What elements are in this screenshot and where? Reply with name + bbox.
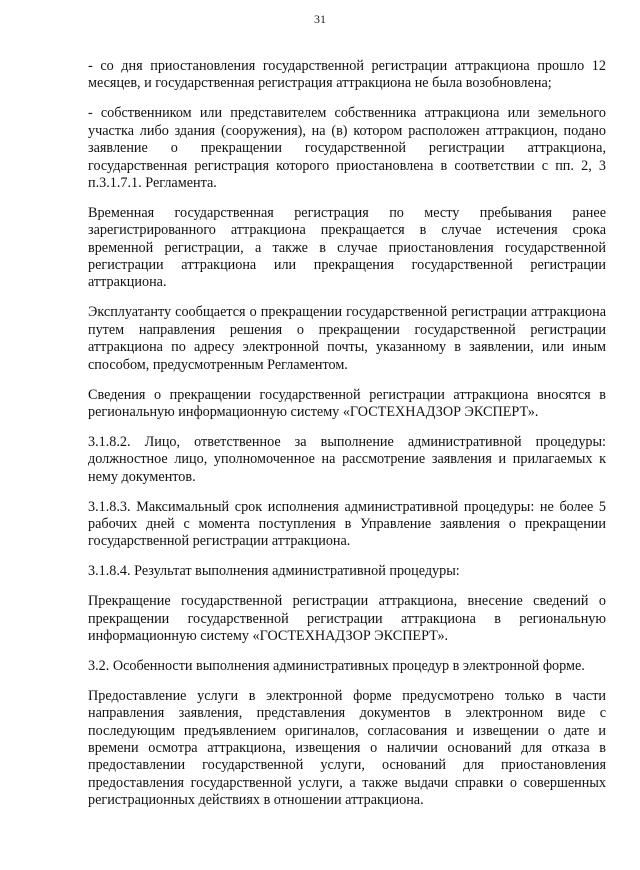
paragraph-6: 3.1.8.2. Лицо, ответственное за выполнение административной процедуры: должностное лицо, уполномоченное на рассмотрение заявления и прилагаемых к нему документов.	[88, 433, 606, 485]
paragraph-2: - собственником или представителем собственника аттракциона или земельного участка либо здания (сооружения), на (в) котором расположен аттракцион, подано заявление о прекращении государственной регистрации аттракциона, государственная регистрация которого приостановлена в соответствии с пп. 2, 3 п.3.1.7.1. Регламента.	[88, 105, 606, 191]
paragraph-7: 3.1.8.3. Максимальный срок исполнения административной процедуры: не более 5 рабочих дней с момента поступления в Управление заявления о прекращении государственной регистрации аттракциона.	[88, 498, 606, 550]
paragraph-1: - со дня приостановления государственной регистрации аттракциона прошло 12 месяцев, и государственная регистрация аттракциона не была возобновлена;	[88, 58, 606, 92]
paragraph-9: Прекращение государственной регистрации аттракциона, внесение сведений о прекращении государственной регистрации аттракциона в региональную информационную систему «ГОСТЕХНАДЗОР ЭКСПЕРТ».	[88, 593, 606, 644]
paragraph-3: Временная государственная регистрация по месту пребывания ранее зарегистрированного аттракциона прекращается в случае истечения срока временной регистрации, а также в случае приостановления государственной регистрации аттракциона или прекращения государственной регистрации аттракциона.	[88, 204, 606, 291]
page-number: 31	[314, 12, 326, 26]
paragraph-5: Сведения о прекращении государственной регистрации аттракциона вносятся в региональную информационную систему «ГОСТЕХНАДЗОР ЭКСПЕРТ».	[88, 386, 606, 420]
paragraph-8: 3.1.8.4. Результат выполнения административной процедуры:	[88, 563, 460, 580]
paragraph-11: Предоставление услуги в электронной форме предусмотрено только в части направления заявления, представления документов в электронном виде с последующим предъявлением оригиналов, согласования и извещении о дате и времени осмотра аттракциона, извещения о наличии оснований для отказа в предоставлении государственной услуги, оснований для приостановления предоставления государственной услуги, а также выдачи справки о совершенных регистрационных действиях в отношении аттракциона.	[88, 687, 606, 809]
paragraph-4: Эксплуатанту сообщается о прекращении государственной регистрации аттракциона путем направления решения о прекращении государственной регистрации аттракциона по адресу электронной почты, указанному в заявлении, или иным способом, предусмотренным Регламентом.	[88, 304, 606, 373]
paragraph-10: 3.2. Особенности выполнения административных процедур в электронной форме.	[88, 657, 585, 674]
